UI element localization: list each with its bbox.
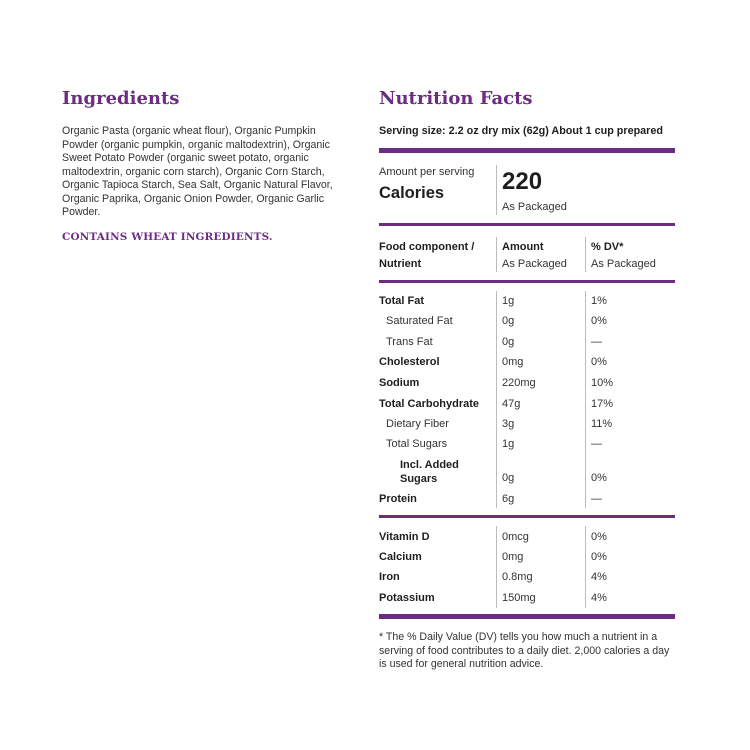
nutrient-dv: — <box>591 336 602 348</box>
header-col2-line1: Amount <box>502 241 544 253</box>
allergen-statement: CONTAINS WHEAT INGREDIENTS. <box>62 231 273 243</box>
nutrition-facts-panel <box>379 0 675 750</box>
nutrient-dv: 11% <box>591 418 613 430</box>
calories-value: 220 <box>502 168 543 195</box>
column-divider <box>585 526 586 608</box>
nutrient-amount: 0g <box>502 336 515 348</box>
nutrient-name: Cholesterol <box>379 356 440 368</box>
column-divider <box>585 237 586 272</box>
vitamin-name: Potassium <box>379 592 435 604</box>
nutrient-dv: 0% <box>591 472 607 484</box>
thick-rule <box>379 614 675 619</box>
nutrient-amount: 47g <box>502 398 521 410</box>
amount-per-serving-label: Amount per serving <box>379 166 475 178</box>
thick-rule <box>379 148 675 153</box>
header-col2-line2: As Packaged <box>502 257 567 270</box>
nutrient-dv: 17% <box>591 398 614 410</box>
header-dv <box>591 239 656 272</box>
vitamin-amount: 0mcg <box>502 531 529 543</box>
nutrient-amount: 3g <box>502 418 515 430</box>
calories-subtext: As Packaged <box>502 201 567 213</box>
nutrient-amount: 1g <box>502 438 515 450</box>
vitamin-name: Calcium <box>379 551 422 563</box>
header-col1-line1: Food component / <box>379 241 475 253</box>
nutrient-amount: 0mg <box>502 356 524 368</box>
medium-rule <box>379 515 675 518</box>
header-amount <box>502 239 567 272</box>
daily-value-footnote: * The % Daily Value (DV) tells you how much a nutrient in a serving of food contributes to a daily diet. 2,000 calories a day is used for general nutrition advice. <box>379 631 670 670</box>
ingredients-title: Ingredients <box>62 88 180 109</box>
header-col1-line2: Nutrient <box>379 257 422 270</box>
medium-rule <box>379 280 675 283</box>
nutrient-name: Dietary Fiber <box>386 418 449 430</box>
vitamin-name: Vitamin D <box>379 531 430 543</box>
vitamin-dv: 4% <box>591 571 607 583</box>
column-divider <box>496 526 497 608</box>
nutrient-dv: 0% <box>591 315 607 327</box>
nutrient-dv: 0% <box>591 356 607 368</box>
calories-label: Calories <box>379 184 445 202</box>
vitamin-amount: 0mg <box>502 551 524 563</box>
nutrient-dv: — <box>591 438 602 450</box>
nutrient-name: Total Sugars <box>386 438 448 450</box>
nutrient-name: Incl. Added Sugars <box>400 459 459 485</box>
header-col3-line1: % DV* <box>591 241 624 253</box>
nutrient-amount: 0g <box>502 315 515 327</box>
serving-size: Serving size: 2.2 oz dry mix (62g) About 1 cup prepared <box>379 125 663 137</box>
header-col3-line2: As Packaged <box>591 257 656 270</box>
nutrient-amount: 6g <box>502 493 515 505</box>
nutrient-name: Trans Fat <box>386 336 433 348</box>
vitamin-amount: 150mg <box>502 592 536 604</box>
nutrient-dv: 10% <box>591 377 614 389</box>
vitamin-amount: 0.8mg <box>502 571 533 583</box>
column-divider <box>496 165 497 215</box>
vitamin-dv: 4% <box>591 592 607 604</box>
ingredients-text: Organic Pasta (organic wheat flour), Organic Pumpkin Powder (organic pumpkin, organic maltodextrin), Organic Sweet Potato Powder (organic sweet potato, organic maltodextrin, organic corn starch), Organic Corn Starch, Organic Tapioca Starch, Sea Salt, Organic Natural Flavor, Organic Paprika, Organic Onion Powder, Organic Garlic Powder. <box>62 125 333 218</box>
header-food-component <box>379 239 474 272</box>
vitamin-dv: 0% <box>591 551 607 563</box>
nutrient-amount: 0g <box>502 472 515 484</box>
nutrient-dv: 1% <box>591 295 607 307</box>
medium-rule <box>379 223 675 226</box>
column-divider <box>585 291 586 508</box>
column-divider <box>496 291 497 508</box>
nutrient-amount: 220mg <box>502 377 536 389</box>
nutrient-name: Saturated Fat <box>386 315 453 327</box>
vitamin-dv: 0% <box>591 531 607 543</box>
nutrient-dv: — <box>591 493 602 505</box>
nutrient-amount: 1g <box>502 295 515 307</box>
nutrient-name: Sodium <box>379 377 420 389</box>
nutrient-name: Protein <box>379 493 417 505</box>
column-divider <box>496 237 497 272</box>
nutrient-name: Total Fat <box>379 295 425 307</box>
nutrient-name: Total Carbohydrate <box>379 398 480 410</box>
vitamin-name: Iron <box>379 571 400 583</box>
nutrition-facts-title: Nutrition Facts <box>379 88 533 109</box>
